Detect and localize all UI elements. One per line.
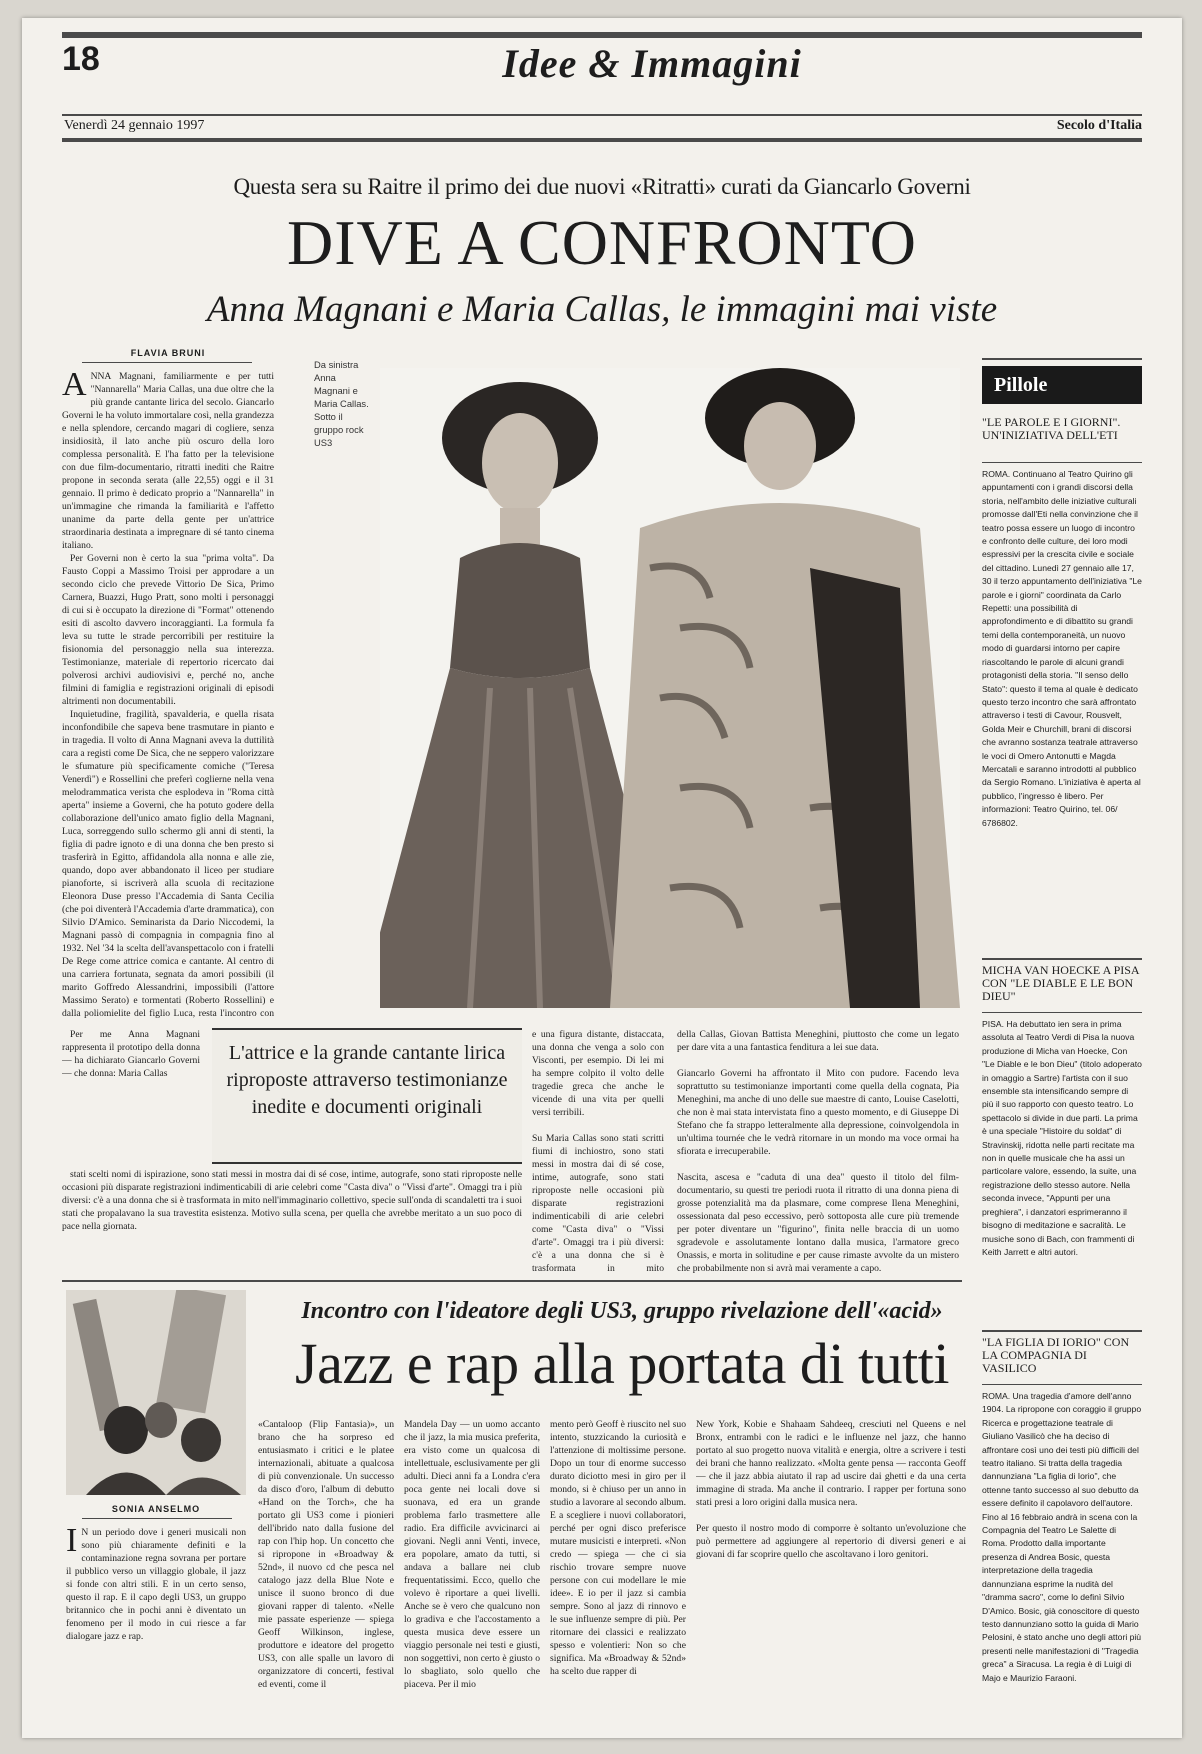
- main-article-column-1-continued: [62, 1028, 200, 1163]
- sidebar-item-title: MICHA VAN HOECKE A PISA CON "LE DIABLE E LE BON DIEU": [982, 963, 1139, 1003]
- sidebar-rule: [982, 1330, 1142, 1332]
- dropcap: A: [62, 370, 87, 403]
- dropcap: I: [66, 1526, 78, 1559]
- main-paragraph: Per me Anna Magnani rappresenta il prototipo della donna — ha dichiarato Giancarlo Governi — che donna: Maria Callas: [62, 1029, 200, 1079]
- sidebar-rule: [982, 1384, 1142, 1385]
- main-article-column-2: [62, 1168, 522, 1272]
- sidebar-item-body: PISA. Ha debuttato ien sera in prima assoluta al Teatro Verdi di Pisa la nuova produzione di Micha van Hoecke, Con "Le Diable e le bon Dieu" (titolo adoperato in omaggio a Sartre) l'artista con il suo ensemble sta intensificando sempre di più il suo rapporto con questo teatro. Lo spettacolo si divide in due parti. La prima è una speciale "Histoire du soldat" di Stravinskij, ridotta nelle parti recitate ma non in quelle musicale che ha assi un particolare valore, essendo, la suite, una registrazione dello stesso autore. Nella seconda invece, "Appunti per una preghiera", i danzatori esprimeranno il bisogno di meditazione e sacralità. Le musiche sono di Bach, con frammenti di Keith Jarrett e altri autori.: [982, 1019, 1142, 1257]
- byline-rule: [82, 1518, 232, 1519]
- main-subheadline: Anna Magnani e Maria Callas, le immagini mai viste: [206, 289, 998, 330]
- main-paragraph: stati scelti nomi di ispirazione, sono stati messi in mostra dai di sé cose, intime, autografe, sono stati riproposte nelle occasioni più disparate registrazioni indimenticabili di arie celebri come "Casta diva" o "Vissi d'arte". Omaggi tra i più diversi: c'è a una donna che si è trasformata in mito nell'immaginario collettivo, specie sull'onda di scandaletti tra i suoi stati che propalavano la sua travestita esistenza. Motivo sulla scena, per quella che avrebbe meritato a un suo poco di pace nella giornata.: [62, 1169, 522, 1232]
- jazz-kicker: Incontro con l'ideatore degli US3, gruppo rivelazione dell'«acid»: [301, 1298, 943, 1324]
- jazz-paragraph: N un periodo dove i generi musicali non sono più chiaramente definiti e la contaminazione regna sovrana per portare il pubblico verso un villaggio globale, il jazz si fonde con altri stili. E in un certo senso, questo il rap. E il capo degli US3, un gruppo britannico che in pochi anni è diventato un fenomeno per il modo in cui riesce a far dialogare jazz e rap.: [66, 1527, 246, 1642]
- sidebar-top-rule: [982, 358, 1142, 360]
- main-article-column-4: della Callas, Giovan Battista Meneghini, piuttosto che come un legato per dare vita a una fantastica fenditura a lei sue data. Giancarlo Governi ha affrontato il Mito con pudore. Facendo leva soprattutto su testimonianze importanti come quella della cognata, Pia Meneghini, ma anche di uno delle sue maestre di canto, Louise Caselotti, che non è mai stata intervistata fino a questo momento, e di Giuseppe Di Stefano che fa strappo letteralmente alla depressione, coinvolgendola in un'ultima tournée che le vedrà ritornare in un mondo ma voce ormai ha sfiorata e irrecuperabile. Nascita, ascesa e "caduta di una dea" questo il titolo del film-documentario, su questi tre periodi ruota il ritratto di una donna piena di grosse potenzialità ma da plasmare, come comprese Ilena Meneghini, ossessionata dal peso eccessivo, però sottoposta alle cure più tremende per poter diventare un "figurino", finita nelle braccia di un uomo sgradevole e assolutamente lontano dalla musica, l'armatore greco Onassis, e morta in solitudine e per cause rimaste avvolte da un mistero che probabilmente non si avrà mai veramente a capo.: [677, 1029, 959, 1273]
- main-paragraph: Per Governi non è certo la sua "prima volta". Da Fausto Coppi a Massimo Troisi per approdare a un secondo ciclo che prevede Vittorio De Sica, Primo Carnera, Buazzi, Hugo Pratt, sono molti i personaggi di cui si è occupato la direzione di "Format" ottenendo esiti di ascolto davvero incoraggianti. La formula fa leva su tutte le strade percorribili per restituire la fisionomia del personaggio nella sua interezza. Testimonianze, materiale di repertorio ricercato dai polverosi archivi audiovisivi e, perché no, anche filmini di famiglia e registrazioni originali di episodi altrimenti non documentabili.: [62, 553, 274, 707]
- divas-photo-illustration: [380, 368, 960, 1008]
- main-byline: FLAVIA BRUNI: [130, 348, 206, 358]
- masthead-rule: [62, 114, 1142, 116]
- sidebar-item-title: "LA FIGLIA DI IORIO" CON LA COMPAGNIA DI VASILICO: [982, 1335, 1130, 1375]
- main-article-column-3: e una figura distante, distaccata, una donna che venga a solo con Visconti, per esempio. Di lei mi ha sempre colpito il volto delle tragedie greca che anche le vicende di una vita per quelli versi terribili. Su Maria Callas sono stati scritti fiumi di inchiostro, sono stati messi in mostra dai di sé cose, intime, autografe, sono stati riproposte nelle occasioni più disparate registrazioni indimenticabili di arie celebri come "Casta diva" o "Vissi d'arte". Omaggi tra i più diversi: c'è a una donna che si è trasformata in mito: [532, 1029, 664, 1273]
- top-rule: [62, 32, 1142, 38]
- us3-photo: [66, 1290, 246, 1495]
- page-number: 18: [62, 40, 100, 78]
- sidebar-rule: [982, 462, 1142, 463]
- sidebar-label: Pillole: [982, 366, 1142, 404]
- main-headline: DIVE A CONFRONTO: [287, 207, 917, 278]
- sidebar-rule: [982, 958, 1142, 960]
- main-paragraph: Inquietudine, fragilità, spavalderia, e quella risata inconfondibile che sapeva bene trasmutare in pianto e in tragedia. Il volto di Anna Magnani aveva la duttilità cara a registi come De Sica, che ne seppero valorizzare le sfumature più specificamente comiche ("Teresa Venerdì") e Rossellini che preferì coglierne nella vena melodrammatica verista che esplodeva in "Roma città aperta" insieme a Governi, che ha potuto godere della collaborazione dell'unico amato figlio della Magnani, Luca, sorreggendo sullo schermo gli anni di stenti, la figlia di padre ignoto e di una donna che ben presto si trasferirà in Egitto, affidandola alla nonna e alle zie, quando, dopo aver abbandonato il liceo per studiare pianoforte, si iscriverà alla scuola di recitazione Eleonora Duse presso l'Accademia di Santa Cecilia (che poi diventerà l'Accademia d'arte drammatica), con Silvio D'Amico. Seminarista da Dario Niccodemi, la Magnani passò di compagnia in compagnia fino al 1932. Nel '34 la scelta dell'avanspettacolo con i fratelli De Rege come attrice comica e cantante. Al centro di una carriera fortunata, segnata da amori possibili (il marito Goffredo Alessandrini, impossibili (l'attore Massimo Serato) e tormentati (Roberto Rossellini) e dalla poliomielite del figlio Luca, resta l'incontro con: [62, 709, 274, 1019]
- jazz-column-1: [66, 1526, 246, 1726]
- issue-date: Venerdì 24 gennaio 1997: [64, 118, 205, 133]
- photo-caption: Da sinistra Anna Magnani e Maria Callas. Sotto il gruppo rock US3: [314, 359, 369, 448]
- jazz-column-5: New York, Kobie e Shahaam Sahdeeq, cresciuti nel Queens e nel Bronx, entrambi con le radici e le influenze nel jazz, che hanno portato al suo progetto nuova vitalità e energia, oltre a scrivere i testi dei brani che hanno realizzato. «Molta gente pensa — racconta Geoff — che il jazz abbia aiutato il rap ad uscire dai ghetti e da una certa immagine di strada. Ma anche il contrario. I rapper per fortuna sono stati presi a loro origini dalla musica nera. Per questo il nostro modo di comporre è soltanto un'evoluzione che può permettere ad aggiungere al repertorio di diversi generi e ai giovani di far scoprire quello che ascoltavano i loro genitori.: [696, 1419, 966, 1560]
- pull-quote-box: [212, 1028, 522, 1164]
- masthead-bottom-rule: [62, 138, 1142, 142]
- section-divider: [62, 1280, 962, 1282]
- jazz-column-4: mento però Geoff è riuscito nel suo intento, stuzzicando la curiosità e l'attenzione di moltissime persone. Dopo un tour di enorme successo durato diciotto mesi in giro per il mondo, si è chiuso per un anno in studio a lavorare al secondo album. E a scegliere i nuovi collaboratori, perché per ogni disco preferisce mutare musicisti e interpreti. «Non credo — spiega — che ci sia rischio trovare sempre nuove persone con cui modellare le mie idee». E io per il jazz si cambia sempre. Sono al jazz di rinnovo e le sue influenze sempre di più. Per ritornare dei classici e realizzato spesso e volentieri: Non so che significa. Ma «Broadway & 52nd» ha scelto due rapper di: [550, 1419, 686, 1677]
- jazz-column-2: «Cantaloop (Flip Fantasia)», un brano che ha sorpreso ed entusiasmato i critici e le platee internazionali, abituate a qualcosa di più convenzionale. Un successo da disco d'oro, l'album di debutto «Hand on the Torch», che ha portato gli US3 come i pionieri dell'ibrido nato dalla fusione del rap con l'hip hop. Un concetto che si ripropone in «Broadway & 52nd», il nuovo cd che pesca nel catalogo jazz della Blue Note e unisce il suono bronco di due giovani rapper di talento. «Nelle mie passate esperienze — spiega Geoff Wilkinson, inglese, produttore e ideatore del progetto US3, con alle spalle un lavoro di organizzatore di concerti, festival ed eventi, come il: [258, 1419, 394, 1690]
- main-kicker: Questa sera su Raitre il primo dei due nuovi «Ritratti» curati da Giancarlo Governi: [233, 174, 971, 199]
- main-paragraph: NNA Magnani, familiarmente e per tutti "Nannarella" Maria Callas, una due oltre che la più grande cantante lirica del secolo. Giancarlo Governi le ha voluto immortalare così, nella grandezza e nella splendore, cercando magari di cogliere, senza insidiosità, il lato anche più oscuro della loro complessa personalità. E l'ha fatto per la televisione con due film-documentario, ritratti inediti che Raitre propone in seconda serata (alle 22,55) oggi e il 31 gennaio. Il primo è dedicato proprio a "Nannarella" in un'immagine che rimanda la familiarità e l'affetto unanime da parte della gente per un'attrice straordinaria destinata a impregnare di sé tanto cinema italiano.: [62, 371, 274, 551]
- main-article-column-1: [62, 370, 274, 1020]
- section-title: Idee & Immagini: [502, 41, 802, 86]
- jazz-headline: Jazz e rap alla portata di tutti: [295, 1331, 949, 1396]
- newspaper-name: Secolo d'Italia: [1056, 118, 1142, 133]
- us3-photo-illustration: [66, 1290, 246, 1495]
- sidebar-item-title: "LE PAROLE E I GIORNI". UN'INIZIATIVA DELL'ETI: [982, 415, 1121, 442]
- jazz-byline: SONIA ANSELMO: [111, 1504, 201, 1514]
- newspaper-page: [22, 18, 1182, 1738]
- pull-quote: L'attrice e la grande cantante lirica riproposte attraverso testimonianze inedite e documenti originali: [226, 1042, 508, 1118]
- divas-photo: [380, 368, 960, 1008]
- sidebar-item-body: ROMA. Una tragedia d'amore dell'anno 1904. La ripropone con coraggio il gruppo Ricerca e progettazione teatrale di Giuliano Vasilicò che ha deciso di affrontare così uno dei testi più difficili del teatro italiano. Si tratta della tragedia dannunziana "La figlia di Iorio", che ottenne tanto successo al suo debutto da essere definito il capolavoro dell'autore. Fino al 16 febbraio andrà in scena con la Compagnia del Teatro Le Salette di Roma. Prodotto dalla importante presenza di Andrea Bosic, questa interpretazione della tragedia dannunziana esprime la nudità del "dramma sacro", come lo definì Silvio D'Amico. Bosic, già conoscitore di questo testo dannunziano sotto la guida di Mario Pelosini, è stato anche uno degli attori più presenti nelle manifestazioni di "Tragedia greca" a Siracusa. La regia è di Luigi di Majo e Maurizio Faraoni.: [982, 1391, 1142, 1683]
- jazz-column-3: Mandela Day — un uomo accanto che il jazz, la mia musica preferita, era visto come un qualcosa di intellettuale, esclusivamente per gli adulti. Dieci anni fa a Londra c'era poca gente nei locali dove si suonava, ed era un grande problema farlo trasmettere alle radio. Era difficile avvicinarci ai giovani. Negli anni Venti, invece, era popolare, amato da tutti, si andava a ballare nei club frequentatissimi. Ecco, quello che volevo è riportare a quei livelli. Anche se è vero che qualcuno non lo gradiva e che l'accostamento a questa musica deve essere un viaggio personale nei testi e giusti, non soggettivi, non certo è giusto o lo sbagliato, solo quello che piaceva. Per il mio: [404, 1419, 540, 1690]
- sidebar-rule: [982, 1012, 1142, 1013]
- byline-rule: [82, 362, 252, 363]
- sidebar-item-body: ROMA. Continuano al Teatro Quirino gli appuntamenti con i grandi discorsi della storia, nell'ambito delle iniziative culturali promosse dall'Eti nella convinzione che il teatro possa essere un luogo di incontro e confronto delle culture, dei loro modi espressivi per la crescita civile e sociale del cittadino. Lunedì 27 gennaio alle 17, 30 il terzo appuntamento dell'iniziativa "Le parole e i giorni" coordinata da Carlo Repetti: una possibilità di approfondimento e di dibattito su grandi temi della contemporaneità, un nuovo modo di guardarsi intorno per capire riascoltando le parole di alcuni grandi protagonisti della storia. "Il senso dello Stato": questo il tema al quale è dedicato questo terzo incontro che sarà affrontato attraverso i testi di Cavour, Rousvelt, Golda Meir e Churchill, brani di discorsi che avranno sostanza teatrale attraverso le voci di Omero Antonutti e Magda Mercatali e saranno introdotti al pubblico da Sergio Romano. L'iniziativa è aperta al pubblico, l'ingresso è libero. Per informazioni: Teatro Quirino, tel. 06/ 6786802.: [982, 469, 1142, 828]
